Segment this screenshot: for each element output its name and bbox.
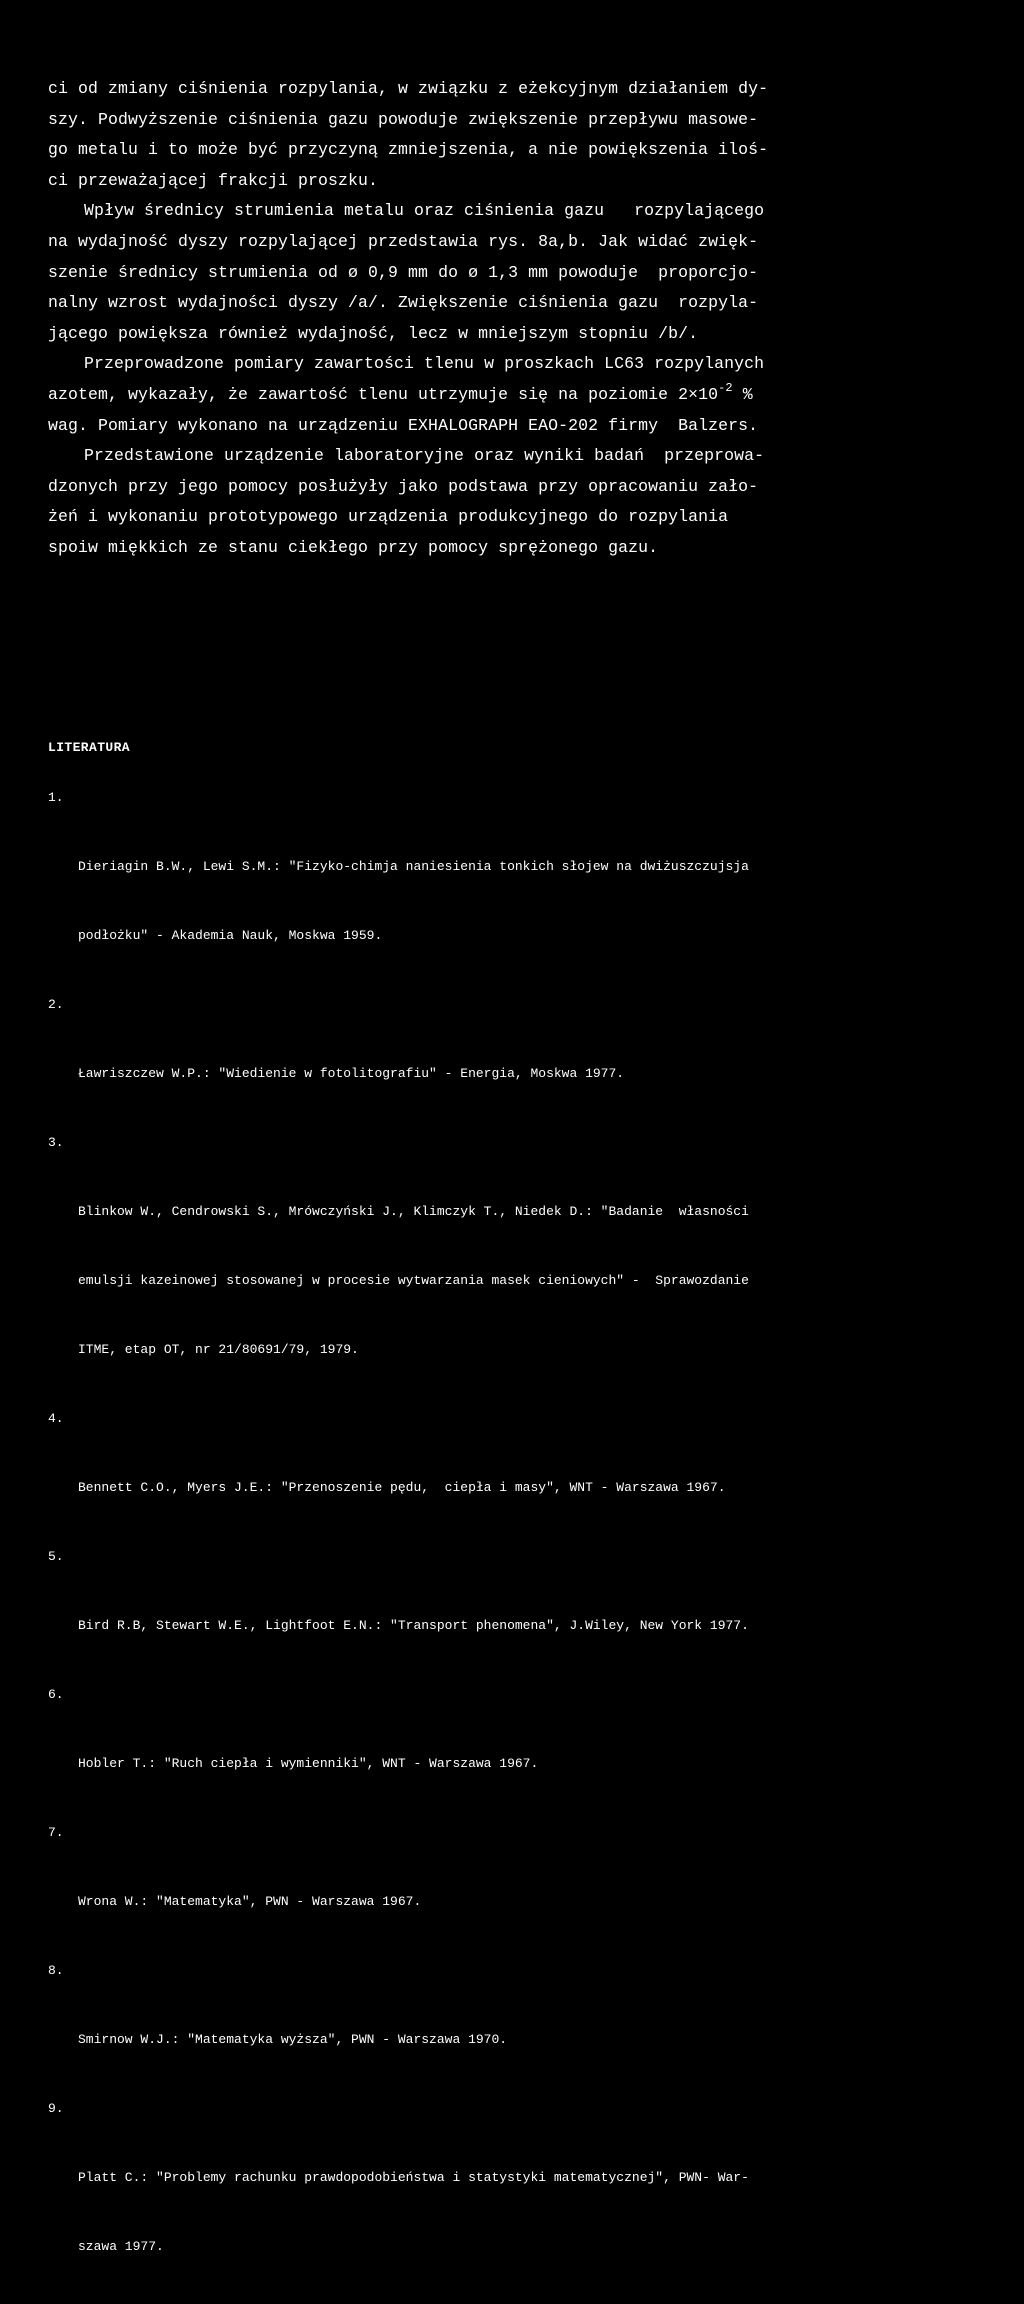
reference-line: Blinkow W., Cendrowski S., Mrówczyński J., Klimczyk T., Niedek D.: "Badanie własności xyxy=(78,1204,749,1219)
reference-number: 3. xyxy=(48,1135,64,1150)
reference-item xyxy=(48,993,928,1131)
reference-number: 6. xyxy=(48,1687,64,1702)
body-line: Wpływ średnicy strumienia metalu oraz ciśnienia gazu rozpylającego xyxy=(84,201,765,221)
reference-number: 5. xyxy=(48,1549,64,1564)
body-text xyxy=(48,74,908,564)
body-line: szy. Podwyższenie ciśnienia gazu powoduje zwiększenie przepływu masowe- xyxy=(48,109,759,129)
body-line: Przedstawione urządzenie laboratoryjne oraz wyniki badań przeprowa- xyxy=(84,446,765,466)
reference-number: 4. xyxy=(48,1411,64,1426)
reference-item xyxy=(48,1821,928,1959)
reference-number: 7. xyxy=(48,1825,64,1840)
reference-line: Wrona W.: "Matematyka", PWN - Warszawa 1967. xyxy=(78,1894,422,1909)
body-line: go metalu i to może być przyczyną zmniejszenia, a nie powiększenia iloś- xyxy=(48,140,769,160)
reference-number: 9. xyxy=(48,2101,64,2116)
body-line: ci przeważającej frakcji proszku. xyxy=(48,170,379,190)
reference-line: Smirnow W.J.: "Matematyka wyższa", PWN - Warszawa 1970. xyxy=(78,2032,508,2047)
reference-line: ITME, etap OT, nr 21/80691/79, 1979. xyxy=(78,1342,359,1357)
reference-line: szawa 1977. xyxy=(78,2239,164,2254)
reference-number: 8. xyxy=(48,1963,64,1978)
reference-line: Bird R.B, Stewart W.E., Lightfoot E.N.: "Transport phenomena", J.Wiley, New York 1977. xyxy=(78,1618,749,1633)
body-line: nalny wzrost wydajności dyszy /a/. Zwiększenie ciśnienia gazu rozpyla- xyxy=(48,293,759,313)
reference-item xyxy=(48,1407,928,1545)
exponent: -2 xyxy=(718,380,733,395)
reference-item xyxy=(48,1959,928,2097)
reference-item xyxy=(48,1131,928,1407)
reference-line: Dieriagin B.W., Lewi S.M.: "Fizyko-chimja naniesienia tonkich słojew na dwiżuszczujsja xyxy=(78,859,749,874)
reference-item xyxy=(48,786,928,993)
section-title: LITERATURA xyxy=(48,740,131,755)
body-line: szenie średnicy strumienia od ø 0,9 mm do ø 1,3 mm powoduje proporcjo- xyxy=(48,262,759,282)
exponent-unit: % xyxy=(732,384,753,404)
reference-item xyxy=(48,1683,928,1821)
reference-number: 2. xyxy=(48,997,64,1012)
body-line-with-exponent xyxy=(48,380,908,411)
reference-line: emulsji kazeinowej stosowanej w procesie wytwarzania masek cieniowych" - Sprawozdanie xyxy=(78,1273,749,1288)
body-line: na wydajność dyszy rozpylającej przedstawia rys. 8a,b. Jak widać zwięk- xyxy=(48,231,759,251)
body-line: dzonych przy jego pomocy posłużyły jako podstawa przy opracowaniu zało- xyxy=(48,476,759,496)
reference-line: Bennett C.O., Myers J.E.: "Przenoszenie pędu, ciepła i masy", WNT - Warszawa 1967. xyxy=(78,1480,726,1495)
reference-line: podłożku" - Akademia Nauk, Moskwa 1959. xyxy=(78,928,383,943)
body-line: żeń i wykonaniu prototypowego urządzenia produkcyjnego do rozpylania xyxy=(48,507,729,527)
body-line: wag. Pomiary wykonano na urządzeniu EXHALOGRAPH EAO-202 firmy Balzers. xyxy=(48,415,759,435)
body-line: Przeprowadzone pomiary zawartości tlenu w proszkach LC63 rozpylanych xyxy=(84,354,765,374)
body-line: ci od zmiany ciśnienia rozpylania, w związku z eżekcyjnym działaniem dy- xyxy=(48,79,769,98)
reference-list xyxy=(48,786,928,2304)
reference-number: 1. xyxy=(48,790,64,805)
reference-item xyxy=(48,2097,928,2304)
body-line: spoiw miękkich ze stanu ciekłego przy pomocy sprężonego gazu. xyxy=(48,537,659,557)
reference-line: Platt C.: "Problemy rachunku prawdopodobieństwa i statystyki matematycznej", PWN- War- xyxy=(78,2170,749,2185)
body-line: jącego powiększa również wydajność, lecz w mniejszym stopniu /b/. xyxy=(48,323,699,343)
reference-line: Hobler T.: "Ruch ciepła i wymienniki", WNT - Warszawa 1967. xyxy=(78,1756,539,1771)
reference-item xyxy=(48,1545,928,1683)
body-line-text: azotem, wykazały, że zawartość tlenu utrzymuje się na poziomie 2×10 xyxy=(48,384,719,404)
reference-line: Ławriszczew W.P.: "Wiedienie w fotolitografiu" - Energia, Moskwa 1977. xyxy=(78,1066,625,1081)
